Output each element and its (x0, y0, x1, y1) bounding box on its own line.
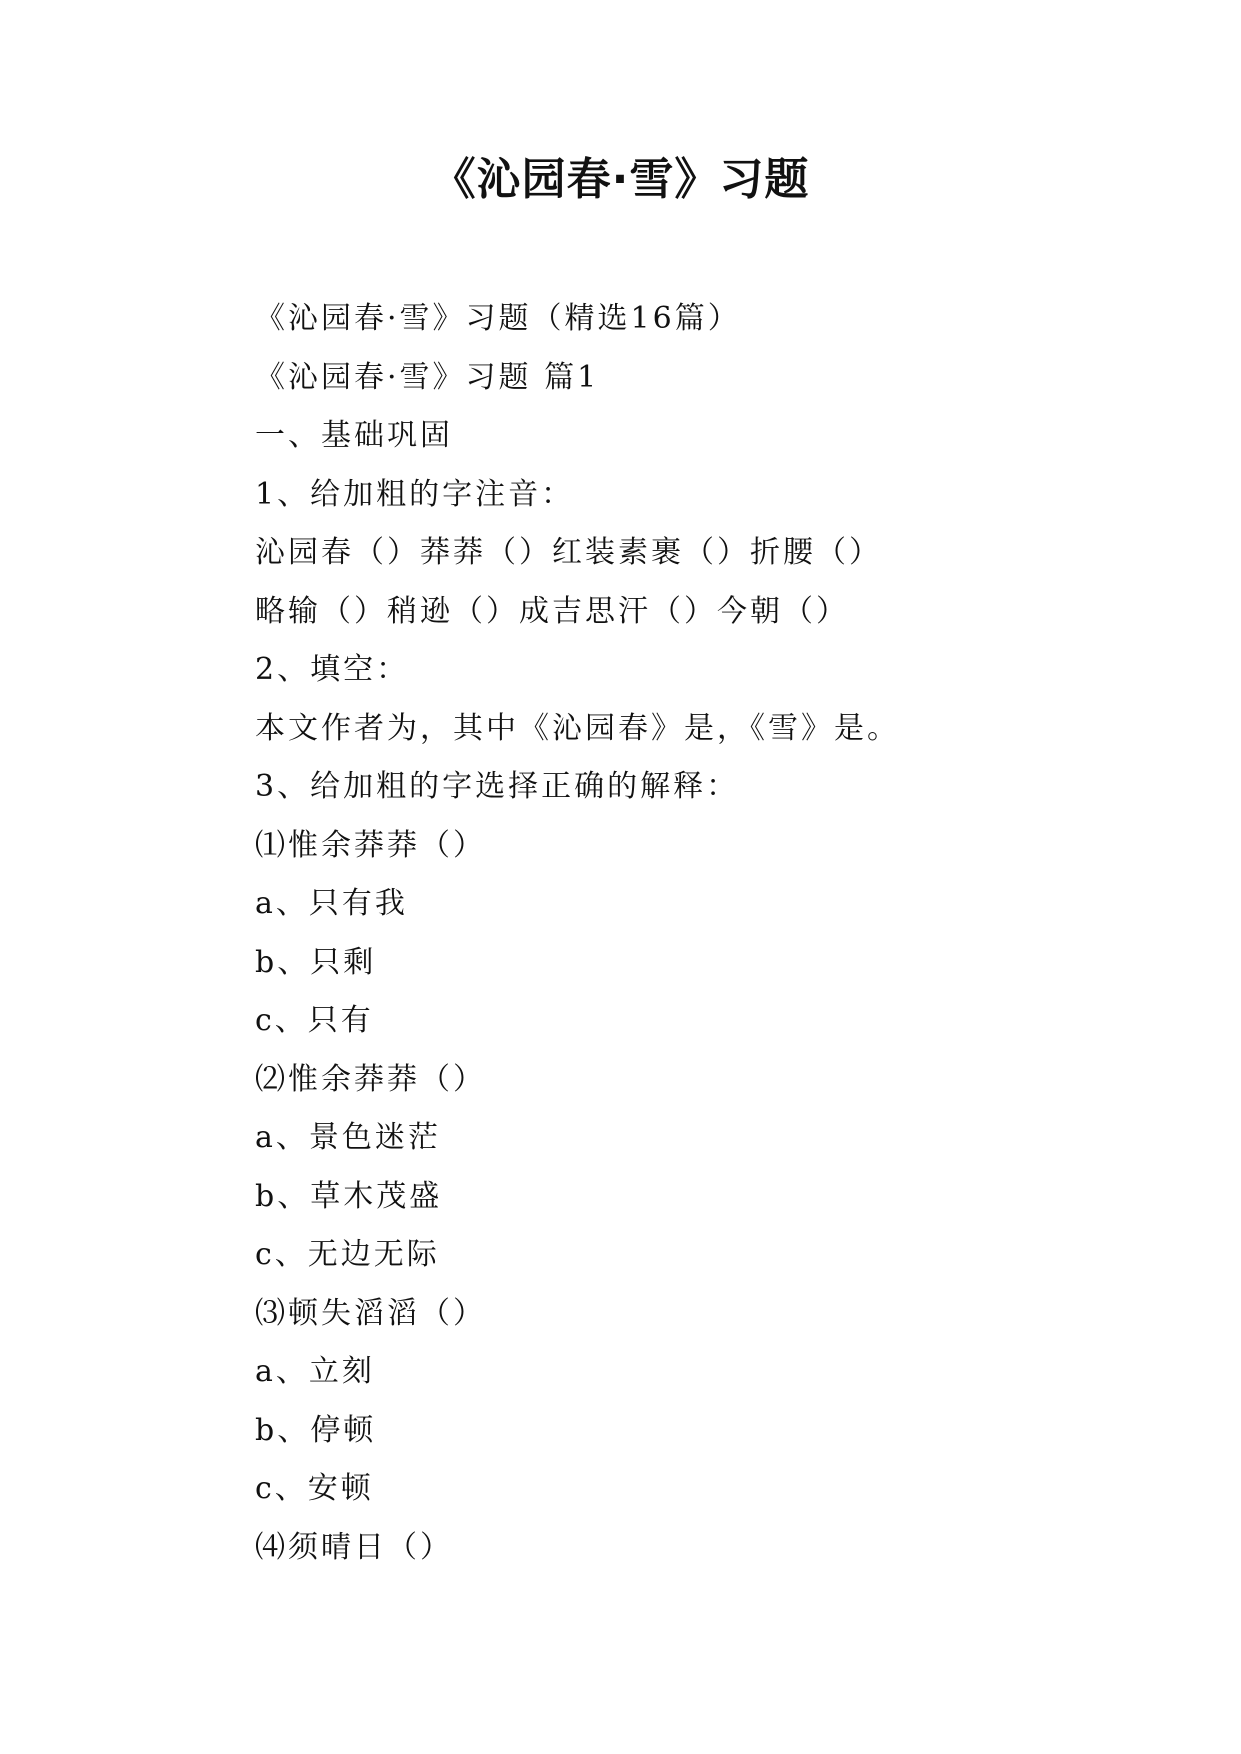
sub-question-1: ⑴惟余莽莽（） (255, 827, 486, 863)
option-c: c、无边无际 (255, 1237, 440, 1272)
section-heading: 《沁园春·雪》习题 篇1 (255, 359, 600, 395)
question-1-items-row-1: 沁园春（）莽莽（）红装素裹（）折腰（） (255, 535, 882, 570)
document-subtitle: 《沁园春·雪》习题（精选16篇） (255, 301, 741, 336)
sub-question-3: ⑶顿失滔滔（） (255, 1295, 486, 1331)
option-a: a、景色迷茫 (255, 1120, 441, 1155)
question-1: 1、给加粗的字注音： (255, 476, 575, 512)
sub-question-2: ⑵惟余莽莽（） (255, 1061, 486, 1097)
option-b: b、只剩 (255, 944, 377, 980)
question-3: 3、给加粗的字选择正确的解释： (255, 769, 740, 804)
sub-question-4: ⑷须晴日（） (255, 1529, 453, 1565)
question-2-body: 本文作者为，其中《沁园春》是，《雪》是。 (255, 710, 900, 746)
option-a: a、只有我 (255, 886, 408, 921)
page-title: 《沁园春·雪》习题 (431, 154, 810, 205)
option-b: b、草木茂盛 (255, 1178, 443, 1214)
option-a: a、立刻 (255, 1354, 375, 1389)
question-1-items-row-2: 略输（）稍逊（）成吉思汗（）今朝（） (255, 593, 849, 629)
part-heading: 一、基础巩固 (255, 418, 453, 453)
option-b: b、停顿 (255, 1412, 377, 1448)
option-c: c、安顿 (255, 1471, 374, 1506)
document-body (255, 290, 1155, 1577)
option-c: c、只有 (255, 1003, 374, 1038)
question-2: 2、填空： (255, 652, 410, 687)
